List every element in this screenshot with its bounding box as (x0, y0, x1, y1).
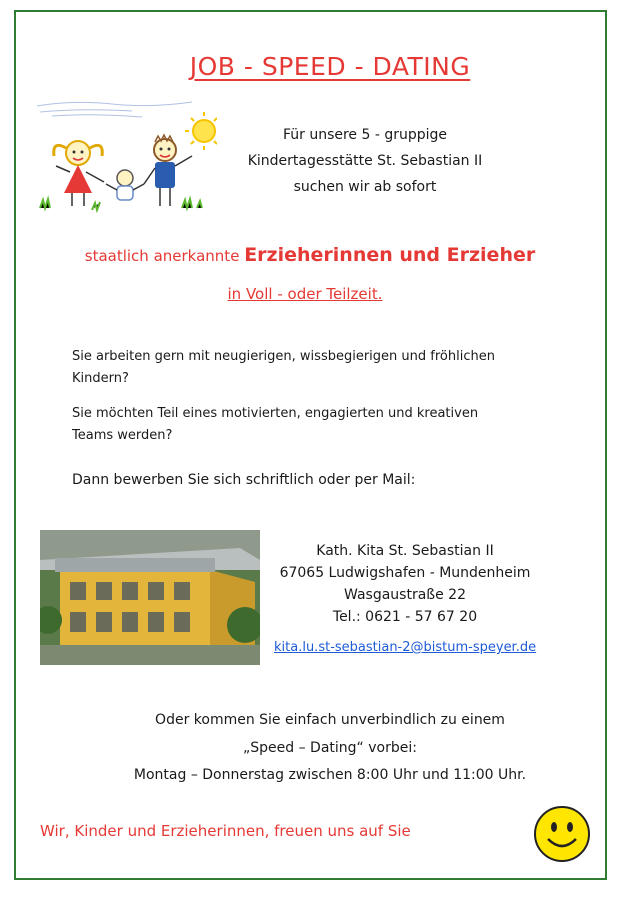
position-highlight: Erzieherinnen und Erzieher (244, 244, 536, 266)
position-type: in Voll - oder Teilzeit. (227, 285, 383, 303)
address-street: Wasgaustraße 22 (344, 587, 466, 603)
closing-line-2: „Speed – Dating“ vorbei: (243, 740, 417, 756)
address-city: 67065 Ludwigshafen - Mundenheim (279, 565, 531, 581)
question-2: Sie möchten Teil eines motivierten, engagierten und kreativen Teams werden? (72, 406, 479, 443)
closing-line-1: Oder kommen Sie einfach unverbindlich zu einem (155, 712, 505, 728)
intro-line-1: Für unsere 5 - gruppige (282, 127, 448, 143)
position-heading (0, 244, 620, 266)
smiley-face-icon (533, 805, 591, 863)
address-phone: Tel.: 0621 - 57 67 20 (332, 609, 478, 625)
children-drawing-icon (32, 98, 217, 218)
intro-text (240, 122, 490, 200)
intro-line-2: Kindertagesstätte St. Sebastian II (247, 153, 483, 169)
page-title: JOB - SPEED - DATING (189, 52, 471, 81)
intro-line-3: suchen wir ab sofort (293, 179, 437, 195)
apply-text: Dann bewerben Sie sich schriftlich oder per Mail: (72, 472, 416, 488)
email-link[interactable]: kita.lu.st-sebastian-2@bistum-speyer.de (274, 640, 537, 655)
question-1: Sie arbeiten gern mit neugierigen, wissbegierigen und fröhlichen Kindern? (72, 349, 495, 386)
position-prefix: staatlich anerkannte (84, 247, 245, 265)
address-name: Kath. Kita St. Sebastian II (316, 543, 494, 559)
kita-building-photo (40, 530, 260, 665)
address-block (265, 540, 545, 628)
footer-text: Wir, Kinder und Erzieherinnen, freuen uns auf Sie (40, 822, 411, 840)
closing-line-3: Montag – Donnerstag zwischen 8:00 Uhr und 11:00 Uhr. (133, 767, 527, 783)
